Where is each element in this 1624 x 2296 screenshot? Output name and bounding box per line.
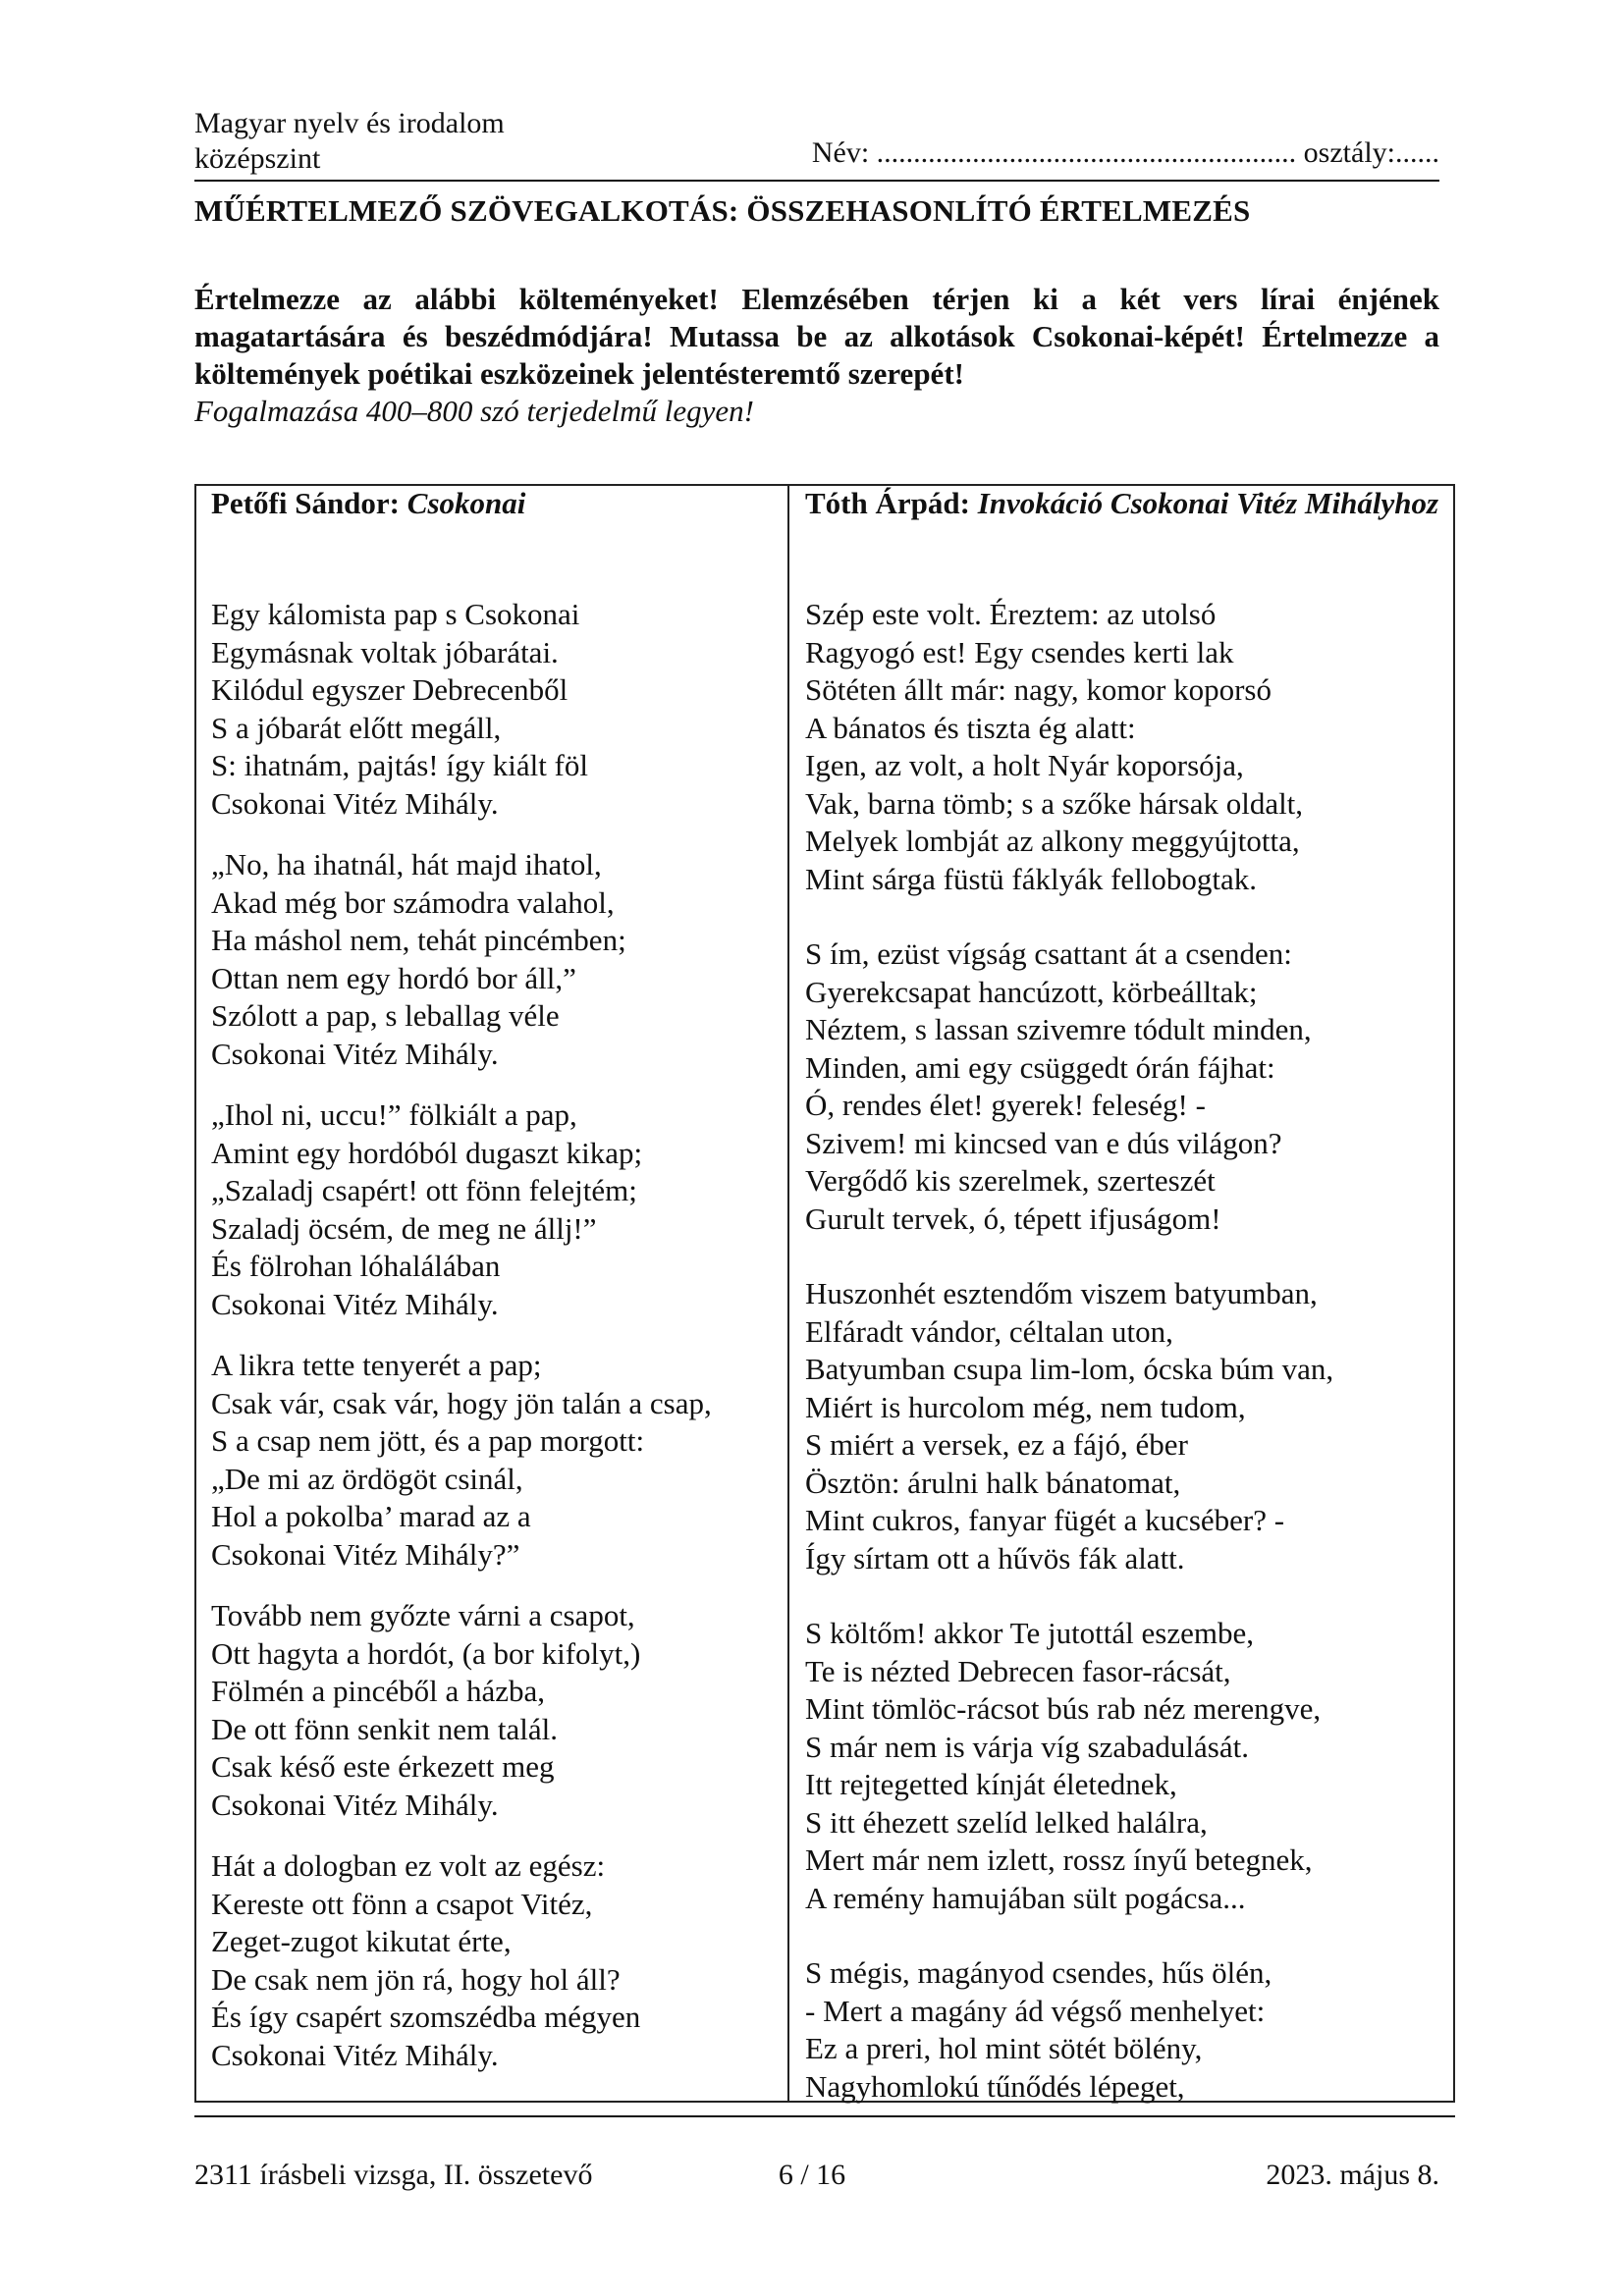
poem-author: Tóth Árpád: (805, 486, 978, 520)
poem-line: Itt rejtegetted kínját életednek, (805, 1767, 1177, 1801)
poem-line: Csokonai Vitéz Mihály?” (211, 1536, 520, 1572)
header-level: középszint (194, 142, 321, 175)
poem-line: De ott fönn senkit nem talál. (211, 1711, 558, 1746)
poem-line: Mint cukros, fanyar fügét a kucséber? - (805, 1503, 1285, 1537)
poem-line: Kilódul egyszer Debrecenből (211, 672, 568, 707)
poem-line: Így sírtam ott a hűvös fák alatt. (805, 1540, 1185, 1575)
poem-body-toth (805, 596, 1448, 2106)
poem-line: Ottan nem egy hordó bor áll,” (211, 960, 576, 995)
poem-line: Sötéten állt már: nagy, komor koporsó (805, 672, 1272, 707)
poem-line: Elfáradt vándor, céltalan uton, (805, 1313, 1173, 1349)
poem-line: Csokonai Vitéz Mihály. (211, 785, 499, 821)
poem-line: Akad még bor számodra valahol, (211, 884, 615, 920)
poem-line: Csak késő este érkezett meg (211, 1749, 555, 1784)
poem-line: Csokonai Vitéz Mihály. (211, 2037, 499, 2072)
poem-line: Melyek lombját az alkony meggyújtotta, (805, 824, 1300, 858)
poem-line: Csak vár, csak vár, hogy jön talán a csap, (211, 1385, 712, 1420)
poem-line: S ím, ezüst vígság csattant át a csenden: (805, 936, 1292, 971)
poem-line: Te is nézted Debrecen fasor-rácsát, (805, 1653, 1231, 1688)
stanza (211, 1597, 781, 1824)
poem-line: - Mert a magány ád végső menhelyet: (805, 1993, 1266, 2028)
poem-line: Tovább nem győzte várni a csapot, (211, 1598, 635, 1632)
poem-line: Miért is hurcolom még, nem tudom, (805, 1389, 1246, 1424)
stanza (805, 596, 1448, 898)
poem-line: És így csapért szomszédba mégyen (211, 2000, 641, 2034)
section-title: MŰÉRTELMEZŐ SZÖVEGALKOTÁS: ÖSSZEHASONLÍTÓ ÉRTELMEZÉS (194, 193, 1251, 228)
poem-line: S mégis, magányod csendes, hűs ölén, (805, 1955, 1272, 1990)
poem-title: Csokonai (406, 486, 526, 520)
name-class-field: Név: ......................................................... osztály:...... (811, 136, 1439, 169)
poem-line: S miért a versek, ez a fájó, éber (805, 1427, 1188, 1462)
poem-line: S itt éhezett szelíd lelked halálra, (805, 1804, 1208, 1840)
stanza (211, 846, 781, 1073)
poem-line: De csak nem jön rá, hogy hol áll? (211, 1961, 621, 1997)
stanza (211, 596, 781, 823)
poem-line: Csokonai Vitéz Mihály. (211, 1787, 499, 1822)
footer-page-number: 6 / 16 (778, 2159, 846, 2191)
footer-date: 2023. május 8. (1266, 2159, 1439, 2191)
poem-line: S már nem is várja víg szabadulását. (805, 1729, 1249, 1764)
header-subject-block (194, 106, 505, 177)
poem-heading-toth (805, 485, 1448, 561)
poem-line: Szivem! mi kincsed van e dús világon? (805, 1125, 1282, 1160)
stanza (805, 1615, 1448, 1917)
poem-line: Ott hagyta a hordót, (a bor kifolyt,) (211, 1635, 641, 1671)
stanza (211, 1096, 781, 1323)
poem-line: Szép este volt. Éreztem: az utolsó (805, 597, 1217, 631)
poem-title: Invokáció Csokonai Vitéz Mihályhoz (977, 486, 1439, 520)
poem-line: Minden, ami egy csüggedt órán fájhat: (805, 1049, 1275, 1085)
poem-line: Ó, rendes élet! gyerek! feleség! - (805, 1088, 1206, 1122)
poem-line: Vergődő kis szerelmek, szerteszét (805, 1163, 1216, 1198)
poem-line: Mint tömlöc-rácsot bús rab néz merengve, (805, 1691, 1322, 1726)
poem-line: Ez a preri, hol mint sötét bölény, (805, 2031, 1203, 2065)
poem-line: És fölrohan lóhalálában (211, 1249, 501, 1283)
poem-line: Nagyhomlokú tűnődés lépeget, (805, 2068, 1185, 2104)
header-divider (194, 180, 1439, 182)
poem-line: Csokonai Vitéz Mihály. (211, 1286, 499, 1321)
poem-line: S a csap nem jött, és a pap morgott: (211, 1423, 645, 1458)
poem-line: Vak, barna tömb; s a szőke hársak oldalt, (805, 785, 1304, 821)
stanza (805, 935, 1448, 1238)
poem-line: Huszonhét esztendőm viszem batyumban, (805, 1276, 1318, 1310)
poem-line: Ragyogó est! Egy csendes kerti lak (805, 634, 1234, 669)
poem-line: Ha máshol nem, tehát pincémben; (211, 923, 626, 957)
poem-line: Igen, az volt, a holt Nyár koporsója, (805, 748, 1244, 782)
poem-line: Gurult tervek, ó, tépett ifjuságom! (805, 1201, 1221, 1236)
poem-line: S költőm! akkor Te jutottál eszembe, (805, 1616, 1254, 1650)
poem-column-petofi (211, 485, 781, 2098)
poem-line: Mint sárga füstü fáklyák fellobogtak. (805, 861, 1258, 896)
poem-line: „No, ha ihatnál, hát majd ihatol, (211, 847, 602, 881)
poem-line: Szaladj öcsém, de meg ne állj!” (211, 1210, 597, 1246)
poem-line: Fölmén a pincéből a házba, (211, 1674, 546, 1708)
header-subject: Magyar nyelv és irodalom (194, 107, 505, 139)
task-instruction: Értelmezze az alábbi költeményeket! Elemzésében térjen ki a két vers lírai énjének magatartására és beszédmódjára! Mutassa be az alkotások Csokonai-képét! Értelmezze a költemények poétikai eszközeinek jelentésteremtő szerepét! (194, 282, 1439, 391)
poem-author: Petőfi Sándor: (211, 486, 407, 520)
stanza (211, 1847, 781, 2074)
footer-exam-code: 2311 írásbeli vizsga, II. összetevő (194, 2159, 593, 2191)
poem-line: „Ihol ni, uccu!” fölkiált a pap, (211, 1097, 577, 1132)
poem-line: Kereste ott fönn a csapot Vitéz, (211, 1886, 593, 1921)
poem-line: Mert már nem izlett, rossz ínyű betegnek, (805, 1842, 1313, 1877)
poem-line: Egy kálomista pap s Csokonai (211, 597, 580, 631)
poem-heading-petofi (211, 485, 781, 561)
poem-table-column-divider (787, 484, 789, 2103)
poem-line: A likra tette tenyerét a pap; (211, 1348, 542, 1382)
poem-line: S a jóbarát előtt megáll, (211, 710, 502, 745)
poem-line: Egymásnak voltak jóbarátai. (211, 634, 559, 669)
poem-line: Ösztön: árulni halk bánatomat, (805, 1465, 1181, 1500)
poem-line: Hol a pokolba’ marad az a (211, 1499, 531, 1533)
poem-body-petofi (211, 596, 781, 2074)
poem-line: Zeget-zugot kikutat érte, (211, 1924, 512, 1958)
stanza (805, 1275, 1448, 1577)
poem-line: Hát a dologban ez volt az egész: (211, 1848, 606, 1883)
poem-line: Batyumban csupa lim-lom, ócska búm van, (805, 1352, 1334, 1386)
poem-line: S: ihatnám, pajtás! így kiált föl (211, 748, 588, 782)
poem-line: Néztem, s lassan szivemre tódult minden, (805, 1012, 1312, 1046)
task-length-note: Fogalmazása 400–800 szó terjedelmű legyen! (194, 394, 754, 428)
poem-line: A remény hamujában sült pogácsa... (805, 1880, 1246, 1915)
stanza (211, 1347, 781, 1574)
task-description (194, 281, 1439, 430)
poem-line: „De mi az ördögöt csinál, (211, 1461, 523, 1496)
poem-column-toth (805, 485, 1448, 2143)
poem-line: Szólott a pap, s leballag véle (211, 998, 560, 1033)
stanza (805, 1954, 1448, 2106)
poem-line: „Szaladj csapért! ott fönn felejtém; (211, 1173, 637, 1207)
poem-line: Gyerekcsapat hancúzott, körbeálltak; (805, 974, 1258, 1009)
poem-line: Amint egy hordóból dugaszt kikap; (211, 1135, 643, 1170)
poem-line: Csokonai Vitéz Mihály. (211, 1036, 499, 1071)
poem-line: A bánatos és tiszta ég alatt: (805, 710, 1136, 745)
